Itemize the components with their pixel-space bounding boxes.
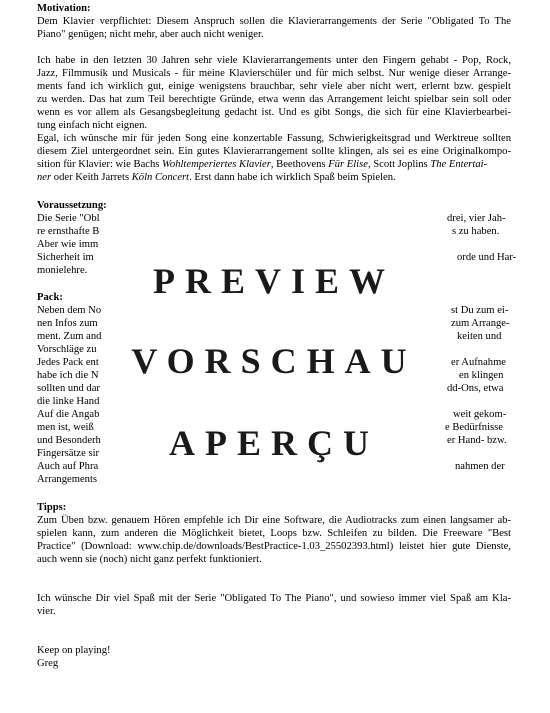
paragraph-line: Practice" (Download: www.chip.de/downloads/BestPractice-1.03_25502393.html) leistet hier gute Dienste, [37, 541, 511, 552]
paragraph-line: die linke Hand [37, 396, 100, 407]
paragraph-fragment: weit gekom- [453, 409, 507, 420]
paragraph-fragment: orde und Har- [457, 252, 517, 263]
paragraph-line: re ernsthafte B [37, 226, 100, 237]
watermark-apercu-text: APERÇU [169, 423, 379, 463]
paragraph-line: Dem Klavier verpflichtet: Diesem Anspruch sollen die Klavierarrangements der Serie "Obligated To The [37, 16, 511, 27]
pack-heading: Pack: [37, 292, 63, 303]
paragraph-fragment: dd-Ons, etwa [447, 383, 504, 394]
paragraph-line: Jazz, Filmmusik und Musicals - für meine Klavierschüler und für mich selbst. Nur wenige dieser Arrange- [37, 68, 511, 79]
paragraph-line: diesem Ziel untergeordnet sein. Ein gutes Klavierarrangement sollte klingen, als sei es eine Originalkompo- [37, 146, 511, 157]
paragraph-fragment: zum Arrange- [451, 318, 510, 329]
paragraph-line: sollten und dar [37, 383, 100, 394]
paragraph-fragment: keiten und [457, 331, 502, 342]
paragraph-line-mixed [37, 171, 396, 184]
paragraph-line: Jedes Pack ent [37, 357, 99, 368]
paragraph-fragment: nahmen der [455, 461, 505, 472]
paragraph-line: ments fand ich wirklich gut, einige wenigstens brauchbar, sehr viele aber nicht wert, erlernt bzw. gespielt [37, 81, 511, 92]
paragraph-line: Auf die Angab [37, 409, 100, 420]
paragraph-line: Piano" genügen; nicht mehr, aber auch nicht weniger. [37, 29, 264, 40]
paragraph-line: monielehre. [37, 265, 88, 276]
paragraph-fragment: st Du zum ei- [451, 305, 509, 316]
paragraph-line: Auch auf Phra [37, 461, 99, 472]
paragraph-line: ment. Zum and [37, 331, 102, 342]
watermark-vorschau-text: VORSCHAU [131, 341, 417, 381]
text-run: . Erst dann habe ich wirklich Spaß beim Spielen. [189, 172, 396, 183]
paragraph-fragment: en klingen [459, 370, 504, 381]
paragraph-line: Sicherheit im [37, 252, 94, 263]
paragraph-line: Egal, ich wünsche mir für jeden Song eine konzertable Fassung, Schwierigkeitsgrad und Werktreue sollten [37, 133, 511, 144]
signoff-name: Greg [37, 658, 59, 669]
paragraph-line: Arrangements [37, 474, 98, 485]
paragraph-line: Ich wünsche Dir viel Spaß mit der Serie "Obligated To The Piano", und sowieso immer viel Spaß am Kla- [37, 593, 511, 604]
text-run: oder Keith Jarrets [51, 172, 132, 183]
paragraph-line: Die Serie "Obl [37, 213, 100, 224]
text-run: , Beethovens [270, 159, 329, 170]
paragraph-line: Zum Üben bzw. genauem Hören empfehle ich Dir eine Software, die Audiotracks zum einen langsamer ab- [37, 515, 511, 526]
paragraph-line: zu werden. Das hat zum Teil berechtigte Gründe, etwa wenn das Arrangement leicht spielbar sein soll oder [37, 94, 511, 105]
paragraph-line: spielen kann, zum anderen die Möglichkeit bietet, Loops bzw. Schleifen zu bilden. Die Freeware "Best [37, 528, 511, 539]
signoff-line: Keep on playing! [37, 645, 111, 656]
paragraph-fragment: e Bedürfnisse [445, 422, 503, 433]
paragraph-fragment: drei, vier Jah- [447, 213, 506, 224]
watermark-preview-text: PREVIEW [152, 261, 396, 301]
italic-title: ner [37, 172, 52, 183]
paragraph-line: auch wenn sie (noch) nicht ganz perfekt funktioniert. [37, 554, 262, 565]
italic-title: Köln Concert [131, 172, 190, 183]
paragraph-fragment: er Aufnahme [451, 357, 507, 368]
paragraph-fragment: s zu haben. [452, 226, 500, 237]
voraussetzung-heading: Voraussetzung: [37, 200, 107, 211]
paragraph-line: tung einfach nicht eignen. [37, 120, 148, 131]
paragraph-line-mixed [37, 158, 487, 171]
italic-title: Für Elise [328, 159, 368, 170]
italic-title: The Entertai- [430, 159, 488, 170]
preview-watermark [103, 222, 445, 498]
paragraph-line: Fingersätze sir [37, 448, 100, 459]
motivation-heading: Motivation: [37, 3, 91, 14]
paragraph-line: Aber wie imm [37, 239, 99, 250]
text-run: sition für Klavier: wie Bachs [37, 159, 163, 170]
paragraph-line: Vorschläge zu [37, 344, 97, 355]
paragraph-line: nen Infos zum [37, 318, 98, 329]
paragraph-fragment: er Hand- bzw. [447, 435, 507, 446]
paragraph-line: Ich habe in den letzten 30 Jahren sehr viele Klavierarrangements unter den Fingern gehabt - Pop, Rock, [37, 55, 511, 66]
paragraph-line: Neben dem No [37, 305, 102, 316]
paragraph-line: men ist, weiß [37, 422, 94, 433]
paragraph-line: wenn es vor allem als Gesangsbegleitung gedacht ist. Und es gibt Songs, die sich für eine Klavierbearbei- [37, 107, 511, 118]
italic-title: Wohltemperiertes Klavier [162, 159, 271, 170]
paragraph-line: vier. [37, 606, 56, 617]
text-run: , Scott Joplins [367, 159, 431, 170]
tipps-heading: Tipps: [37, 502, 67, 513]
paragraph-line: und Besonderh [37, 435, 101, 446]
paragraph-line: habe ich die N [37, 370, 99, 381]
